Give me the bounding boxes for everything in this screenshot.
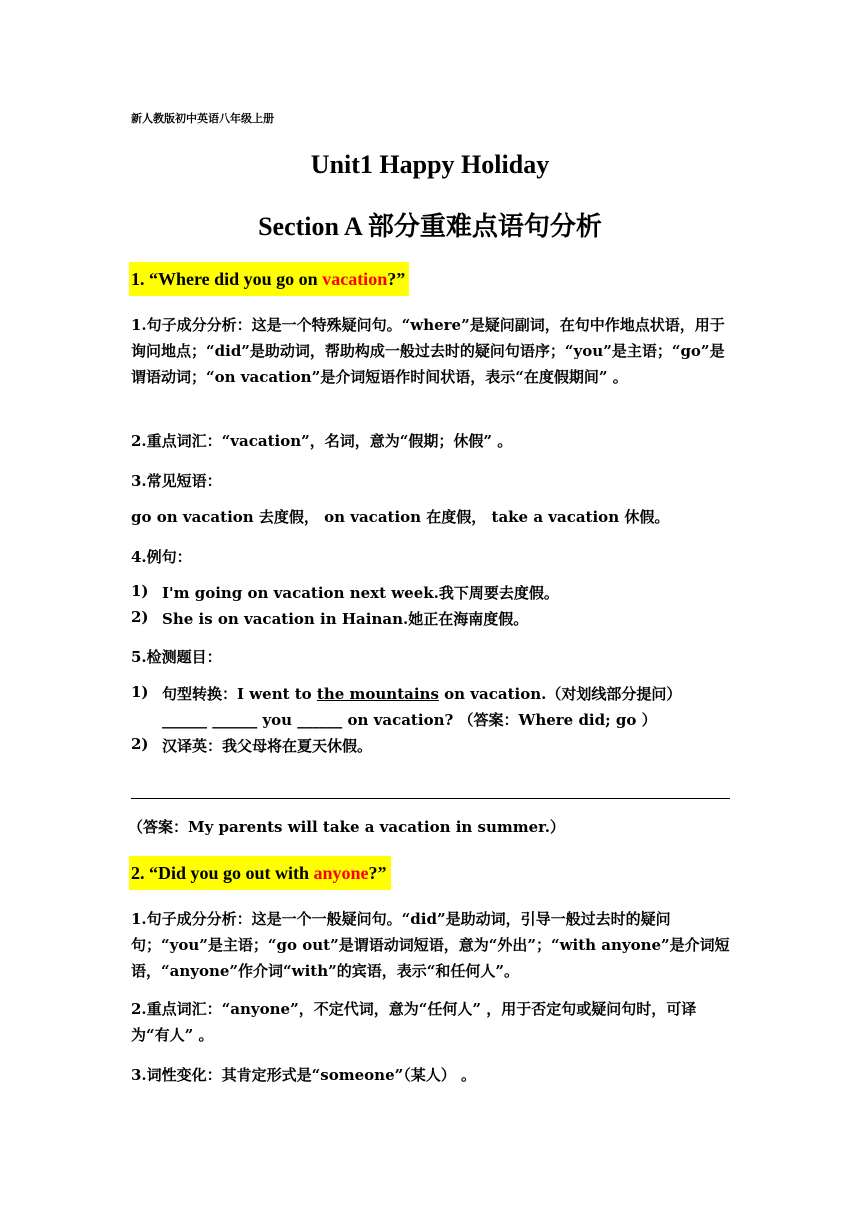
test-2-question: 汉译英：我父母将在夏天休假。: [162, 737, 373, 755]
section-1-keyword: vacation: [322, 269, 388, 289]
section-1-heading-post: ?”: [387, 269, 406, 289]
example-2-number: 2): [131, 608, 149, 626]
section-1-test-label: 5.检测题目：: [131, 648, 222, 666]
test-1-question: [162, 683, 681, 704]
test-2-number: 2): [131, 735, 149, 753]
section-title: Section A 部分重难点语句分析: [258, 212, 602, 241]
unit-title: Unit1 Happy Holiday: [310, 150, 550, 179]
section-1-phrases-label: 3.常见短语：: [131, 472, 222, 490]
test-1-number: 1): [131, 683, 149, 701]
test-1-pre: 句型转换：I went to: [162, 685, 317, 703]
answer-line: [131, 798, 730, 799]
section-2-vocab: 2.重点词汇：“anyone”，不定代词，意为“任何人” ，用于否定句或疑问句时，可译为“有人” 。: [131, 1000, 697, 1044]
section-1-heading: [129, 262, 409, 296]
section-1-answer: （答案：My parents will take a vacation in summer.）: [128, 818, 565, 836]
test-1-post: on vacation.（对划线部分提问）: [438, 685, 682, 703]
section-2-analysis: 1.句子成分分析：这是一个一般疑问句。“did”是助动词，引导一般过去时的疑问句；“you”是主语；“go out”是谓语动词短语，意为“外出”；“with anyone”是介词短语，“anyone”作介词“with”的宾语，表示“和任何人”。: [131, 910, 730, 980]
section-2-keyword: anyone: [313, 863, 369, 883]
section-2-heading: [129, 856, 391, 890]
section-2-change: 3.词性变化：其肯定形式是“someone”（某人） 。: [131, 1066, 476, 1084]
example-1-number: 1): [131, 582, 149, 600]
section-2-heading-pre: 2. “Did you go out with: [131, 863, 314, 883]
example-2-text: She is on vacation in Hainan.她正在海南度假。: [162, 610, 529, 628]
section-1-phrases: go on vacation 去度假， on vacation 在度假， take a vacation 休假。: [131, 508, 670, 526]
header-note: 新人教版初中英语八年级上册: [131, 112, 274, 125]
section-2-heading-post: ?”: [368, 863, 387, 883]
example-1-text: I'm going on vacation next week.我下周要去度假。: [162, 584, 559, 602]
section-1-vocab: 2.重点词汇：“vacation”，名词，意为“假期；休假” 。: [131, 432, 513, 450]
test-1-blanks: ______ ______ you ______ on vacation? （答案：Where did; go ）: [162, 711, 657, 729]
section-1-examples-label: 4.例句：: [131, 548, 192, 566]
section-1-heading-pre: 1. “Where did you go on: [131, 269, 323, 289]
test-1-underlined: the mountains: [316, 685, 439, 703]
section-1-analysis: 1.句子成分分析：这是一个特殊疑问句。“where”是疑问副词，在句中作地点状语，用于询问地点；“did”是助动词，帮助构成一般过去时的疑问句语序；“you”是主语；“go”是谓语动词；“on vacation”是介词短语作时间状语，表示“在度假期间” 。: [131, 316, 725, 386]
